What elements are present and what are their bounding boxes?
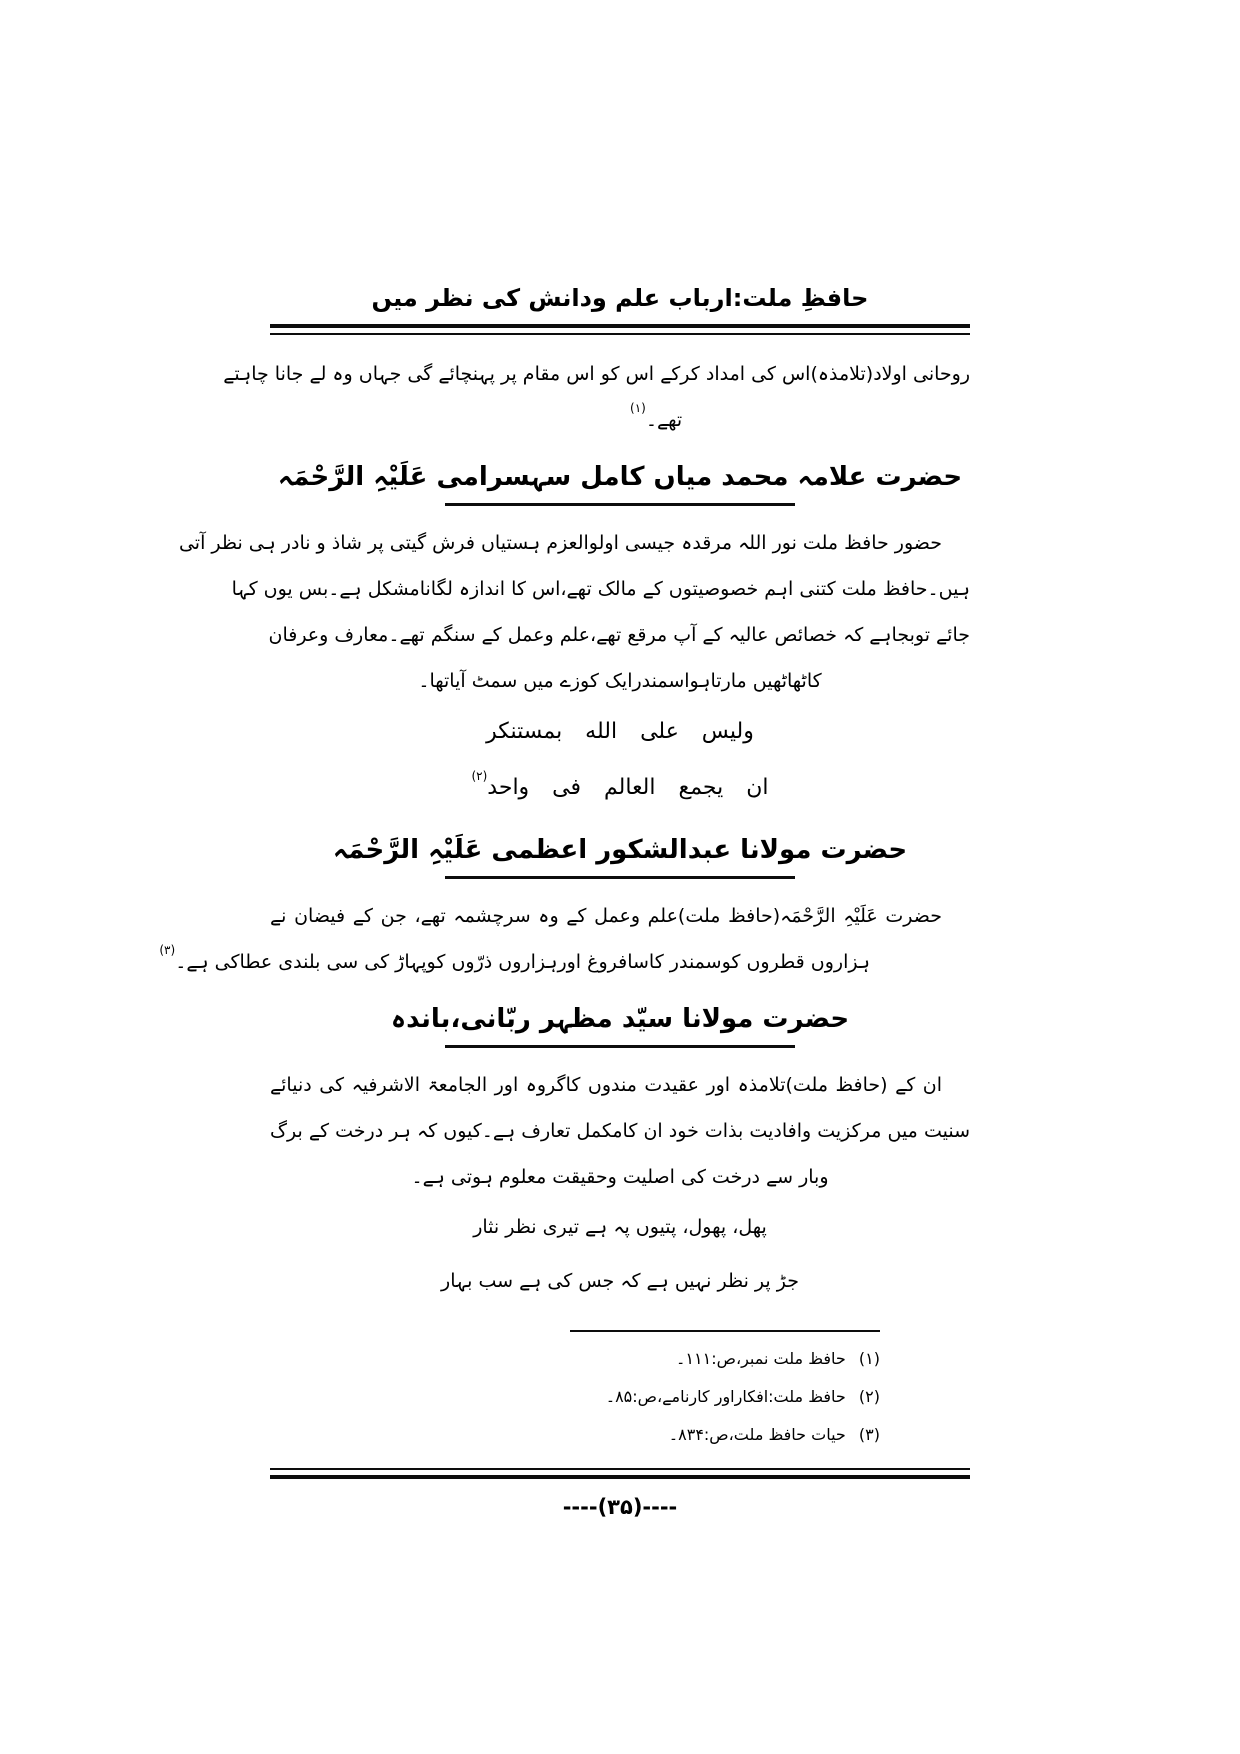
footnote-marker: (۳): [858, 1425, 880, 1444]
heading-underline: [445, 503, 795, 506]
body-line: ان کے (حافظ ملت)تلامذہ اور عقیدت مندوں کاگروہ اور الجامعۃ الاشرفیہ کی دنیائے: [270, 1074, 942, 1096]
running-header-title: حافظِ ملت:ارباب علم ودانش کی نظر میں: [371, 284, 869, 312]
body-closing-line: وبار سے درخت کی اصلیت وحقیقت معلوم ہوتی ہے۔: [411, 1166, 829, 1188]
footnote-marker: (۱): [858, 1349, 880, 1368]
footnote-text: حافظ ملت:افکاراور کارنامے،ص:۸۵۔: [605, 1387, 846, 1406]
body-line: حضرت عَلَيْہِ الرَّحْمَہ(حافظ ملت)علم وعمل کے وہ سرچشمہ تھے، جن کے فیضان نے: [270, 905, 942, 927]
body-closing-line: کاٹھاٹھیں مارتاہواسمندرایک کوزے میں سمٹ آیاتھا۔: [418, 670, 822, 692]
body-line: سنیت میں مرکزیت وافادیت بذات خود ان کامکمل تعارف ہے۔کیوں کہ ہر درخت کے برگ: [270, 1120, 970, 1142]
urdu-couplet-line-1: پھل، پھول، پتیوں پہ ہے تیری نظر نثار: [473, 1216, 767, 1238]
header-double-rule: [270, 324, 970, 335]
footnote-text: حافظ ملت نمبر،ص:۱۱۱۔: [676, 1349, 846, 1368]
body-closing-line: [159, 939, 970, 985]
footnote-text: حیات حافظ ملت،ص:۸۳۴۔: [668, 1425, 846, 1444]
body-line: ہیں۔حافظ ملت کتنی اہم خصوصیتوں کے مالک تھے،اس کا اندازہ لگانامشکل ہے۔بس یوں کہا: [231, 578, 970, 600]
heading-underline: [445, 1045, 795, 1048]
footnote-separator-rule: [570, 1330, 880, 1332]
arabic-verse-line-2: [270, 760, 970, 816]
footnote-item: [270, 1378, 880, 1416]
footnote-marker: (۲): [858, 1387, 880, 1406]
footnote-item: [270, 1340, 880, 1378]
arabic-verse-text: ان يجمع العالم فى واحد: [487, 775, 769, 800]
footnote-ref-3: (۳): [159, 943, 176, 957]
section-mazhar-rabbani: [270, 997, 970, 1308]
body-line: جائے توبجاہے کہ خصائص عالیہ کے آپ مرقع تھے،علم وعمل کے سنگم تھے۔معارف وعرفان: [268, 624, 970, 646]
section-heading-rabbani: حضرت مولانا سیّد مظہر ربّانی،باندہ: [390, 1004, 850, 1034]
body-closing-text: ہزاروں قطروں کوسمندر کاسافروغ اورہزاروں ذرّوں کوپہاڑ کی سی بلندی عطاکی ہے۔: [175, 951, 870, 973]
footnotes-block: [270, 1340, 970, 1454]
intro-closing-text: تھے۔: [645, 409, 683, 431]
section-kamil-sehsrami: [178, 455, 970, 816]
section-heading-azmi: حضرت مولانا عبدالشکور اعظمی عَلَيْہِ الرَّحْمَہ: [332, 835, 908, 865]
footnote-ref-1: (۱): [630, 401, 646, 415]
urdu-couplet-line-2: جڑ پر نظر نہیں ہے کہ جس کی ہے سب بہار: [441, 1270, 799, 1292]
intro-line: روحانی اولاد(تلامذہ)اس کی امداد کرکے اس کو اس مقام پر پہنچائے گی جہاں وہ لے جانا چاہتے: [223, 363, 970, 385]
body-line: حضور حافظ ملت نور اللہ مرقدہ جیسی اولوالعزم ہستیاں فرش گیتی پر شاذ و نادر ہی نظر آتی: [178, 532, 942, 554]
page-content: [159, 0, 970, 1525]
footer-double-rule: [270, 1468, 970, 1479]
arabic-verse-line-1: وليس على الله بمستنكر: [486, 719, 754, 744]
section-abdush-shakoor-azmi: [159, 828, 970, 985]
heading-underline: [445, 876, 795, 879]
page-number: ----(۳۵)----: [562, 1495, 678, 1519]
section-heading-kamil: حضرت علامہ محمد میاں کامل سہسرامی عَلَيْہِ الرَّحْمَہ: [277, 462, 963, 492]
footnote-ref-2: (۲): [471, 769, 488, 783]
intro-paragraph: [223, 351, 970, 443]
footnote-item: [270, 1416, 880, 1454]
intro-closing-line: [270, 397, 970, 443]
